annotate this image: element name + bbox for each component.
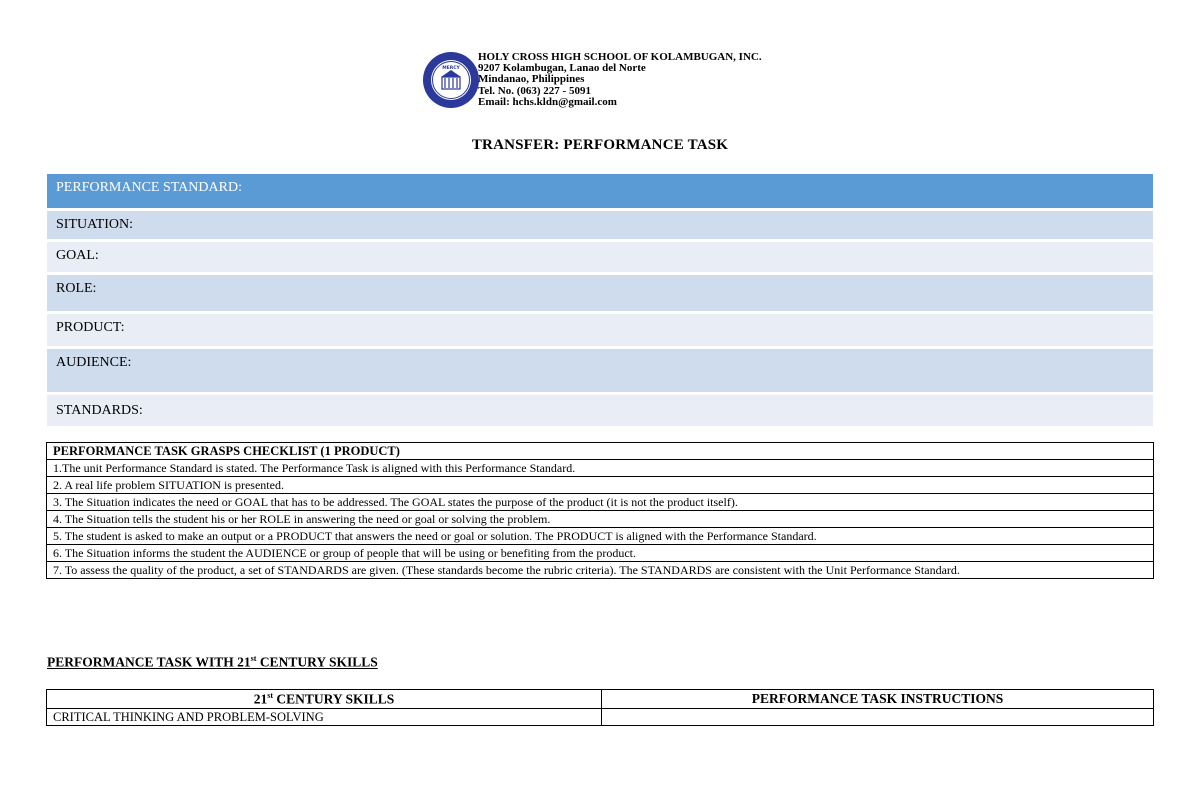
- col-header-skills: [47, 690, 602, 709]
- skills-table: [46, 689, 1154, 726]
- school-header: [422, 51, 842, 113]
- grasps-checklist-table: [46, 442, 1154, 579]
- heading-sup: st: [250, 654, 257, 663]
- table-row: [47, 443, 1154, 460]
- table-row: [47, 494, 1154, 511]
- performance-standard-header: PERFORMANCE STANDARD:: [47, 174, 1153, 208]
- table-row: [47, 460, 1154, 477]
- checklist-item: 2. A real life problem SITUATION is presented.: [47, 477, 1154, 494]
- col1-sup: st: [267, 690, 273, 700]
- checklist-item: 4. The Situation tells the student his or her ROLE in answering the need or goal or solving the problem.: [47, 511, 1154, 528]
- checklist-item: 7. To assess the quality of the product, a set of STANDARDS are given. (These standards become the rubric criteria). The STANDARDS are consistent with the Unit Performance Standard.: [47, 562, 1154, 579]
- school-name: HOLY CROSS HIGH SCHOOL OF KOLAMBUGAN, INC.: [478, 51, 762, 63]
- audience-row: AUDIENCE:: [47, 346, 1153, 392]
- skill-cell: CRITICAL THINKING AND PROBLEM-SOLVING: [47, 709, 602, 726]
- seal-text: MERCY: [442, 66, 460, 71]
- goal-row: GOAL:: [47, 239, 1153, 272]
- school-phone: Tel. No. (063) 227 - 5091: [478, 84, 591, 97]
- page-title: TRANSFER: PERFORMANCE TASK: [471, 137, 729, 153]
- table-row: [47, 545, 1154, 562]
- school-address-line1: 9207 Kolambugan, Lanao del Norte: [478, 62, 646, 75]
- table-header-row: [47, 690, 1154, 709]
- table-row: [47, 562, 1154, 579]
- school-info: [478, 52, 762, 108]
- instructions-cell[interactable]: [602, 709, 1154, 726]
- col-header-instructions: PERFORMANCE TASK INSTRUCTIONS: [602, 690, 1154, 709]
- checklist-item: 5. The student is asked to make an output or a PRODUCT that answers the need or goal or solution. The PRODUCT is aligned with the Performance Standard.: [47, 528, 1154, 545]
- table-row: [47, 528, 1154, 545]
- situation-row: SITUATION:: [47, 208, 1153, 239]
- checklist-item: 6. The Situation informs the student the AUDIENCE or group of people that will be using or benefiting from the product.: [47, 545, 1154, 562]
- col1-text-pre: 21: [253, 691, 268, 707]
- performance-standard-table: [47, 174, 1153, 426]
- heading-text-post: CENTURY SKILLS: [256, 654, 378, 670]
- standards-row: STANDARDS:: [47, 392, 1153, 426]
- checklist-title: PERFORMANCE TASK GRASPS CHECKLIST (1 PRODUCT): [47, 443, 1154, 460]
- skills-section-heading: [47, 654, 378, 671]
- table-row: [47, 511, 1154, 528]
- product-row: PRODUCT:: [47, 311, 1153, 346]
- col1-text-post: CENTURY SKILLS: [272, 691, 395, 707]
- heading-text-pre: PERFORMANCE TASK WITH 21: [47, 654, 251, 670]
- table-row: [47, 709, 1154, 726]
- school-address-line2: Mindanao, Philippines: [478, 73, 585, 86]
- role-row: ROLE:: [47, 272, 1153, 311]
- school-email: Email: hchs.kldn@gmail.com: [478, 95, 617, 108]
- school-seal-logo: [422, 51, 480, 109]
- table-row: [47, 477, 1154, 494]
- checklist-item: 1.The unit Performance Standard is stated. The Performance Task is aligned with this Performance Standard.: [47, 460, 1154, 477]
- checklist-item: 3. The Situation indicates the need or GOAL that has to be addressed. The GOAL states the purpose of the product (it is not the product itself).: [47, 494, 1154, 511]
